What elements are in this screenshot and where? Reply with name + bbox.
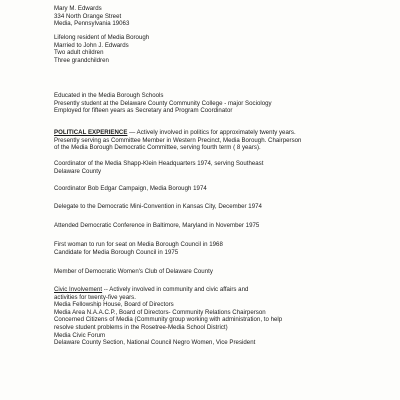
civic-line: Delaware County Section, National Council Negro Women, Vice President bbox=[54, 339, 256, 347]
delegate-entry bbox=[54, 203, 394, 211]
civic-intro-text: -- Actively involved in community and civic affairs and bbox=[102, 286, 249, 293]
first-woman-line: First woman to run for seat on Media Borough Council in 1968 bbox=[54, 241, 223, 248]
civic-line: Concerned Citizens of Media (Community group working with administration, to help bbox=[54, 316, 283, 324]
political-line: of the Media Borough Democratic Committee, serving fourth term ( 8 years). bbox=[54, 144, 261, 152]
political-intro-text: — Actively involved in politics for approximately twenty years. bbox=[127, 129, 296, 136]
address-header bbox=[54, 5, 394, 28]
civic-line: Media Fellowship House, Board of Directors bbox=[54, 301, 174, 309]
civic-line: resolve student problems in the Rosetree-Media School District) bbox=[54, 323, 228, 331]
first-woman-line: Candidate for Media Borough Council in 1975 bbox=[54, 248, 179, 256]
person-name: Mary M. Edwards bbox=[54, 5, 102, 12]
civic-heading: Civic Involvement bbox=[54, 286, 103, 293]
club-line: Member of Democratic Women's Club of Delaware County bbox=[54, 268, 213, 275]
shapp-line: Delaware County bbox=[54, 167, 102, 175]
personal-section bbox=[54, 34, 394, 64]
street-address: 334 North Orange Street bbox=[54, 12, 122, 20]
conference-entry bbox=[54, 222, 394, 230]
civic-involvement-section bbox=[54, 286, 394, 347]
edgar-line: Coordinator Bob Edgar Campaign, Media Borough 1974 bbox=[54, 185, 207, 192]
education-line: Employed for fifteen years as Secretary and Program Coordinator bbox=[54, 107, 233, 115]
political-line: Presently serving as Committee Member in Western Precinct, Media Borough. Chairperson bbox=[54, 136, 302, 144]
personal-line: Three grandchildren bbox=[54, 56, 109, 64]
civic-line: Media Area N.A.A.C.P., Board of Directors- Community Relations Chairperson bbox=[54, 308, 266, 316]
political-heading: POLITICAL EXPERIENCE bbox=[54, 129, 128, 136]
personal-line: Married to John J. Edwards bbox=[54, 41, 129, 49]
education-section bbox=[54, 92, 394, 115]
civic-intro-line bbox=[54, 286, 394, 294]
shapp-klein-entry bbox=[54, 160, 394, 175]
civic-line: Media Civic Forum bbox=[54, 331, 106, 339]
first-woman-entry bbox=[54, 241, 394, 256]
education-line: Educated in the Media Borough Schools bbox=[54, 92, 164, 99]
civic-line: activities for twenty-five years. bbox=[54, 293, 136, 301]
womens-club-entry bbox=[54, 268, 394, 276]
conference-line: Attended Democratic Conference in Baltimore, Maryland in November 1975 bbox=[54, 222, 260, 229]
personal-line: Lifelong resident of Media Borough bbox=[54, 34, 150, 41]
delegate-line: Delegate to the Democratic Mini-Convention in Kansas City, December 1974 bbox=[54, 203, 262, 210]
city-state-zip: Media, Pennsylvania 19063 bbox=[54, 20, 130, 28]
edgar-campaign-entry bbox=[54, 185, 394, 193]
personal-line: Two adult children bbox=[54, 49, 104, 57]
political-experience-section bbox=[54, 129, 394, 152]
political-intro-line bbox=[54, 129, 394, 137]
education-line: Presently student at the Delaware County Community College - major Sociology bbox=[54, 99, 272, 107]
shapp-line: Coordinator of the Media Shapp-Klein Headquarters 1974, serving Southeast bbox=[54, 160, 264, 167]
